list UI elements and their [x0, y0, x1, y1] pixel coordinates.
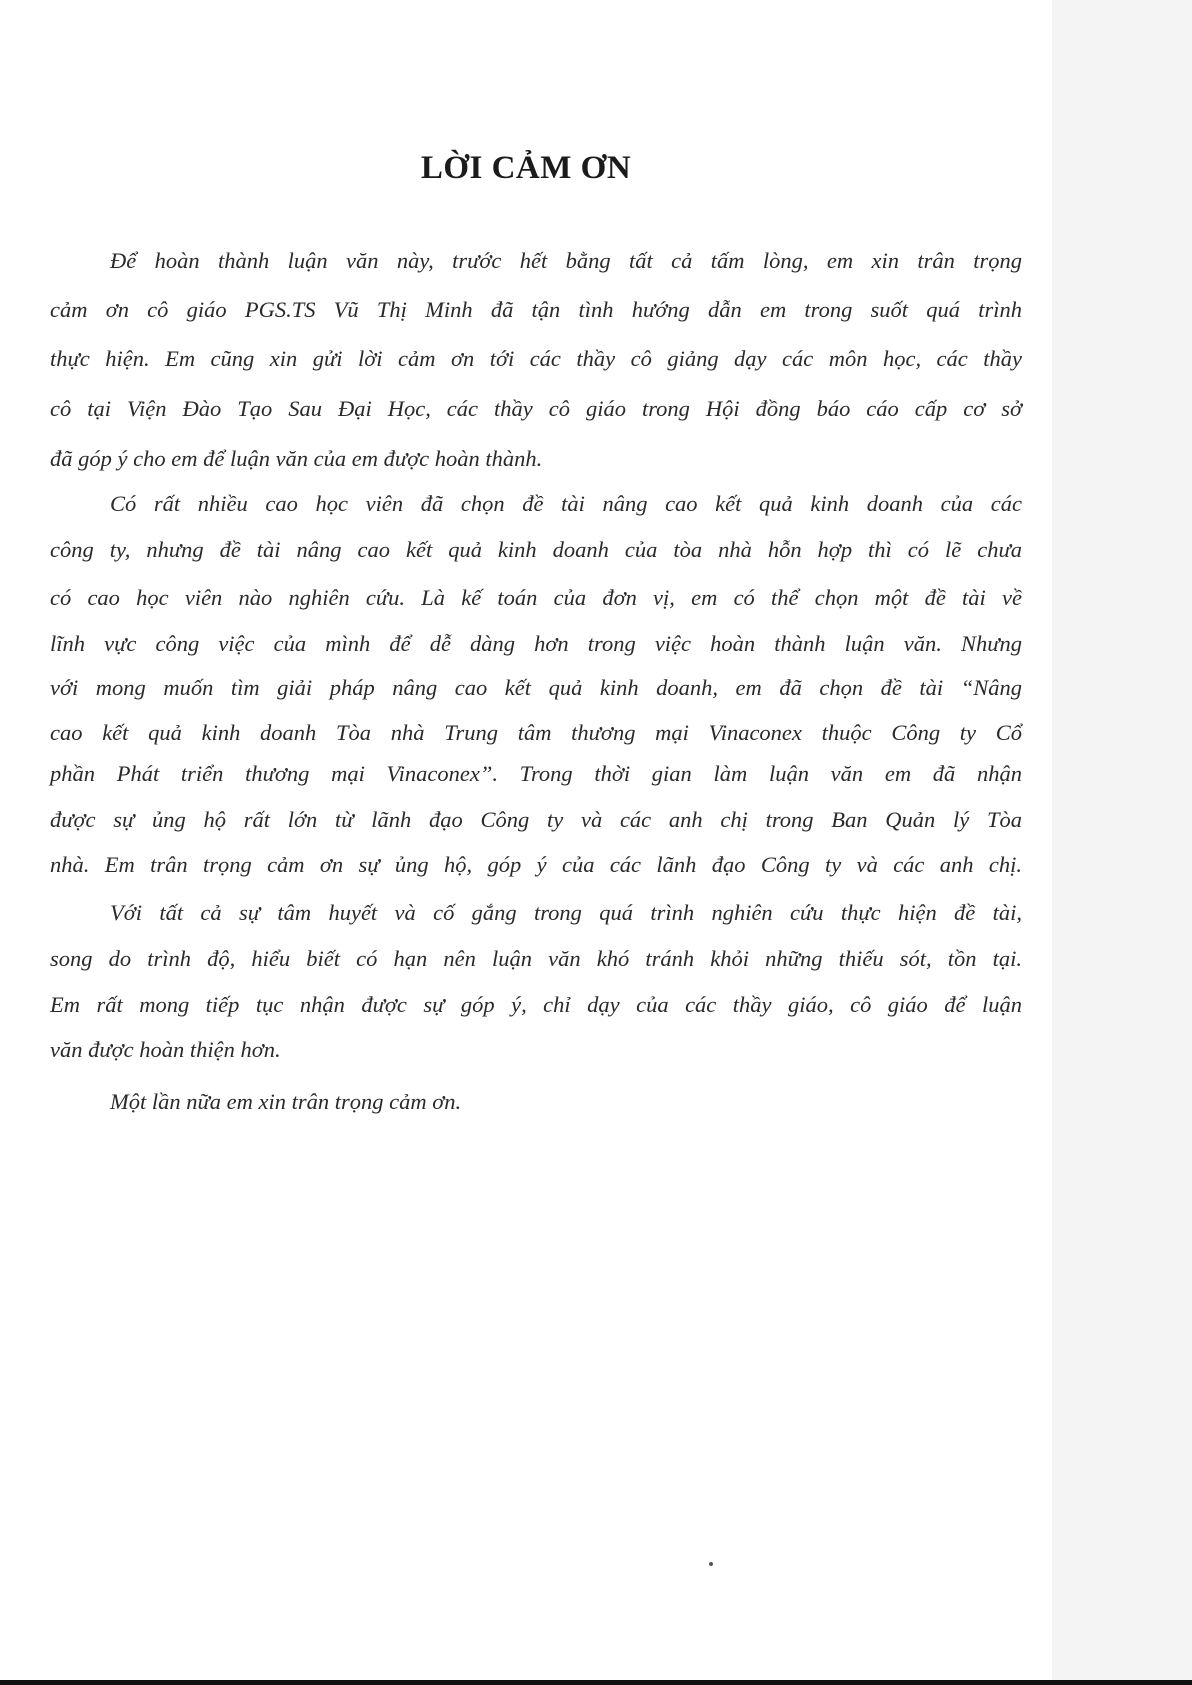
page-title: LỜI CẢM ƠN	[420, 150, 632, 186]
text-line: với mong muốn tìm giải pháp nâng cao kết quả kinh doanh, em đã chọn đề tài “Nâng	[50, 675, 1022, 700]
text-line: phần Phát triển thương mại Vinaconex”. Trong thời gian làm luận văn em đã nhận	[50, 761, 1022, 786]
text-line: Để hoàn thành luận văn này, trước hết bằng tất cả tấm lòng, em xin trân trọng	[110, 248, 1022, 273]
text-line: Em rất mong tiếp tục nhận được sự góp ý, chỉ dạy của các thầy giáo, cô giáo để luận	[50, 992, 1022, 1017]
text-line: công ty, nhưng đề tài nâng cao kết quả kinh doanh của tòa nhà hỗn hợp thì có lẽ chưa	[50, 537, 1022, 562]
text-line: song do trình độ, hiểu biết có hạn nên luận văn khó tránh khỏi những thiếu sót, tồn tại.	[50, 946, 1022, 971]
text-line: Với tất cả sự tâm huyết và cố gắng trong quá trình nghiên cứu thực hiện đề tài,	[110, 900, 1022, 925]
bottom-edge	[0, 1680, 1192, 1685]
text-line: thực hiện. Em cũng xin gửi lời cảm ơn tới các thầy cô giảng dạy các môn học, các thầy	[50, 346, 1022, 371]
text-line: cô tại Viện Đào Tạo Sau Đại Học, các thầy cô giáo trong Hội đồng báo cáo cấp cơ sở	[50, 396, 1022, 421]
text-line: được sự ủng hộ rất lớn từ lãnh đạo Công ty và các anh chị trong Ban Quản lý Tòa	[50, 807, 1022, 832]
text-line: lĩnh vực công việc của mình để dễ dàng hơn trong việc hoàn thành luận văn. Nhưng	[50, 631, 1022, 656]
text-line: văn được hoàn thiện hơn.	[50, 1037, 281, 1062]
text-line: Có rất nhiều cao học viên đã chọn đề tài nâng cao kết quả kinh doanh của các	[110, 491, 1022, 516]
text-line: có cao học viên nào nghiên cứu. Là kế toán của đơn vị, em có thể chọn một đề tài về	[50, 585, 1022, 610]
text-line: Một lần nữa em xin trân trọng cảm ơn.	[110, 1089, 462, 1114]
scan-speck	[709, 1562, 713, 1566]
text-line: nhà. Em trân trọng cảm ơn sự ủng hộ, góp ý của các lãnh đạo Công ty và các anh chị.	[50, 852, 1022, 877]
text-line: cảm ơn cô giáo PGS.TS Vũ Thị Minh đã tận tình hướng dẫn em trong suốt quá trình	[50, 297, 1022, 322]
text-line: đã góp ý cho em để luận văn của em được hoàn thành.	[50, 446, 543, 471]
text-line: cao kết quả kinh doanh Tòa nhà Trung tâm thương mại Vinaconex thuộc Công ty Cổ	[50, 720, 1022, 745]
page-margin	[1052, 0, 1192, 1685]
